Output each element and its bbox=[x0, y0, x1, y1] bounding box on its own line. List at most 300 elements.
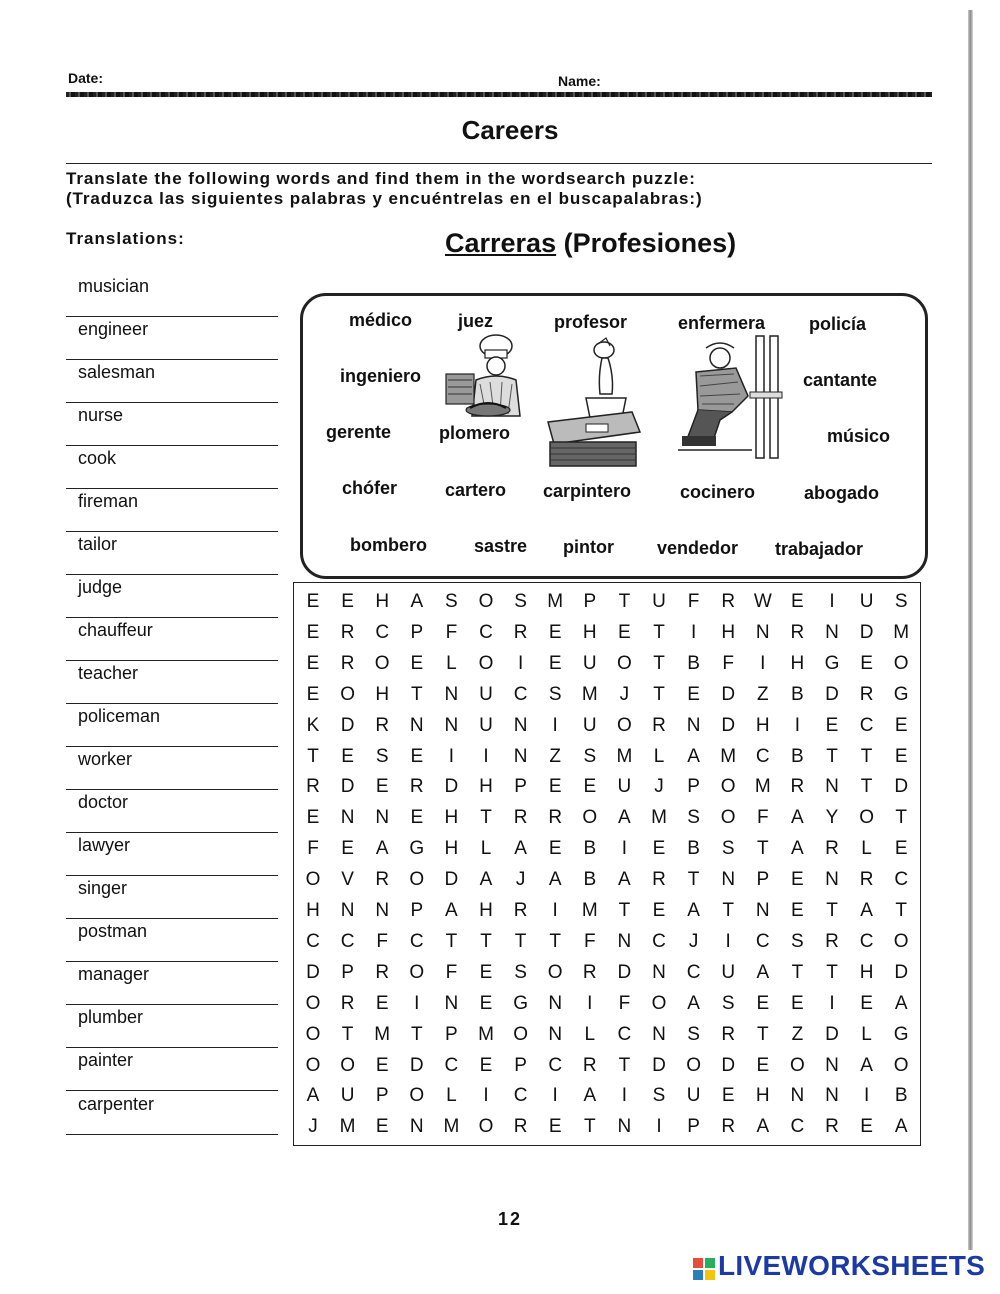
wordsearch-letter[interactable]: A bbox=[548, 869, 562, 891]
wordsearch-letter[interactable]: I bbox=[863, 1085, 870, 1107]
wordsearch-letter[interactable]: T bbox=[341, 1023, 354, 1045]
wordsearch-letter[interactable]: D bbox=[617, 961, 632, 983]
wordsearch-letter[interactable]: C bbox=[894, 869, 909, 891]
wordsearch-letter[interactable]: P bbox=[410, 900, 424, 921]
wordsearch-letter[interactable]: E bbox=[894, 745, 908, 767]
wordsearch-letter[interactable]: J bbox=[688, 930, 699, 952]
wordsearch-letter[interactable]: I bbox=[656, 1116, 662, 1138]
wordsearch-letter[interactable]: O bbox=[478, 652, 494, 674]
wordsearch-letter[interactable]: S bbox=[687, 807, 700, 829]
wordsearch-letter[interactable]: M bbox=[651, 807, 667, 829]
wordsearch-letter[interactable]: I bbox=[690, 621, 697, 643]
wordsearch-letter[interactable]: N bbox=[755, 900, 770, 921]
wordsearch-letter[interactable]: K bbox=[306, 714, 320, 736]
wordsearch-letter[interactable]: U bbox=[582, 714, 597, 736]
wordsearch-letter[interactable]: E bbox=[548, 1116, 562, 1138]
wordsearch-letter[interactable]: T bbox=[618, 591, 631, 612]
wordsearch-letter[interactable]: C bbox=[409, 930, 424, 952]
wordsearch-letter[interactable]: C bbox=[548, 1054, 563, 1076]
wordsearch-letter[interactable]: D bbox=[340, 776, 355, 798]
wordsearch-letter[interactable]: E bbox=[375, 1116, 389, 1138]
wordsearch-letter[interactable]: A bbox=[514, 838, 527, 860]
wordsearch-letter[interactable]: P bbox=[375, 1085, 389, 1107]
wordsearch-letter[interactable]: C bbox=[513, 683, 528, 705]
wordsearch-letter[interactable]: E bbox=[341, 838, 354, 860]
translation-answer-line[interactable] bbox=[66, 961, 278, 962]
wordsearch-letter[interactable]: T bbox=[687, 869, 700, 891]
wordsearch-letter[interactable]: N bbox=[825, 1085, 839, 1107]
wordsearch-letter[interactable]: E bbox=[479, 992, 493, 1014]
wordsearch-letter[interactable]: E bbox=[306, 807, 320, 829]
wordsearch-letter[interactable]: O bbox=[340, 683, 355, 705]
wordsearch-letter[interactable]: P bbox=[756, 869, 770, 891]
wordsearch-letter[interactable]: R bbox=[340, 992, 355, 1014]
wordsearch-letter[interactable]: T bbox=[549, 930, 561, 952]
translation-answer-line[interactable] bbox=[66, 918, 278, 919]
wordsearch-letter[interactable]: S bbox=[791, 930, 804, 952]
wordsearch-letter[interactable]: P bbox=[583, 591, 597, 612]
wordsearch-letter[interactable]: A bbox=[894, 992, 908, 1014]
translation-answer-line[interactable] bbox=[66, 359, 278, 360]
wordsearch-letter[interactable]: C bbox=[859, 714, 874, 736]
wordsearch-letter[interactable]: I bbox=[552, 900, 558, 921]
wordsearch-letter[interactable]: R bbox=[513, 900, 528, 921]
wordsearch-letter[interactable]: S bbox=[514, 591, 527, 612]
wordsearch-letter[interactable]: L bbox=[653, 745, 665, 767]
wordsearch-letter[interactable]: N bbox=[409, 1116, 424, 1138]
wordsearch-letter[interactable]: E bbox=[410, 745, 424, 767]
translation-answer-line[interactable] bbox=[66, 1090, 278, 1091]
wordsearch-letter[interactable]: T bbox=[480, 930, 492, 952]
wordsearch-letter[interactable]: D bbox=[721, 1054, 736, 1076]
wordsearch-letter[interactable]: R bbox=[721, 1023, 736, 1045]
wordsearch-letter[interactable]: M bbox=[478, 1023, 494, 1045]
translation-answer-line[interactable] bbox=[66, 746, 278, 747]
wordsearch-letter[interactable]: F bbox=[756, 807, 769, 829]
wordsearch-letter[interactable]: O bbox=[513, 1023, 528, 1045]
wordsearch-letter[interactable]: T bbox=[618, 900, 631, 921]
wordsearch-letter[interactable]: R bbox=[721, 1116, 736, 1138]
wordsearch-letter[interactable]: D bbox=[825, 1023, 839, 1045]
wordsearch-letter[interactable]: C bbox=[686, 961, 701, 983]
wordsearch-letter[interactable]: O bbox=[686, 1054, 701, 1076]
wordsearch-letter[interactable]: H bbox=[755, 1085, 770, 1107]
wordsearch-letter[interactable]: A bbox=[756, 961, 770, 983]
wordsearch-letter[interactable]: M bbox=[547, 591, 564, 612]
wordsearch-letter[interactable]: I bbox=[621, 1085, 628, 1107]
wordsearch-letter[interactable]: E bbox=[375, 992, 389, 1014]
wordsearch-letter[interactable]: R bbox=[513, 1116, 528, 1138]
wordsearch-letter[interactable]: N bbox=[825, 1054, 839, 1076]
wordsearch-letter[interactable]: R bbox=[825, 930, 839, 952]
wordsearch-letter[interactable]: A bbox=[791, 838, 804, 860]
wordsearch-letter[interactable]: E bbox=[410, 652, 424, 674]
wordsearch-letter[interactable]: G bbox=[513, 992, 528, 1014]
wordsearch-letter[interactable]: E bbox=[791, 992, 804, 1014]
wordsearch-letter[interactable]: A bbox=[860, 900, 873, 921]
wordsearch-letter[interactable]: N bbox=[375, 900, 390, 921]
wordsearch-letter[interactable]: V bbox=[341, 869, 354, 891]
wordsearch-letter[interactable]: D bbox=[894, 961, 909, 983]
translation-answer-line[interactable] bbox=[66, 875, 278, 876]
wordsearch-letter[interactable]: E bbox=[479, 1054, 493, 1076]
wordsearch-letter[interactable]: O bbox=[617, 714, 632, 736]
wordsearch-letter[interactable]: P bbox=[687, 776, 700, 798]
wordsearch-letter[interactable]: S bbox=[721, 838, 735, 860]
wordsearch-letter[interactable]: E bbox=[410, 807, 424, 829]
wordsearch-letter[interactable]: F bbox=[618, 992, 631, 1014]
wordsearch-letter[interactable]: E bbox=[721, 1085, 735, 1107]
translation-answer-line[interactable] bbox=[66, 316, 278, 317]
wordsearch-letter[interactable]: Z bbox=[549, 745, 561, 767]
wordsearch-letter[interactable]: E bbox=[548, 621, 562, 643]
wordsearch-letter[interactable]: S bbox=[514, 961, 527, 983]
wordsearch-letter[interactable]: O bbox=[409, 1085, 425, 1107]
wordsearch-letter[interactable]: I bbox=[725, 930, 731, 952]
wordsearch-letter[interactable]: O bbox=[651, 992, 667, 1014]
wordsearch-letter[interactable]: N bbox=[340, 807, 355, 829]
wordsearch-letter[interactable]: A bbox=[756, 1116, 770, 1138]
wordsearch-letter[interactable]: T bbox=[653, 683, 665, 705]
translation-answer-line[interactable] bbox=[66, 402, 278, 403]
wordsearch-letter[interactable]: O bbox=[305, 869, 321, 891]
wordsearch-letter[interactable]: A bbox=[791, 807, 804, 829]
wordsearch-letter[interactable]: N bbox=[825, 776, 839, 798]
wordsearch-letter[interactable]: R bbox=[513, 807, 528, 829]
wordsearch-letter[interactable]: D bbox=[652, 1054, 666, 1076]
wordsearch-letter[interactable]: O bbox=[478, 591, 494, 612]
wordsearch-letter[interactable]: S bbox=[894, 591, 908, 612]
translation-answer-line[interactable] bbox=[66, 832, 278, 833]
wordsearch-letter[interactable]: O bbox=[340, 1054, 355, 1076]
translation-answer-line[interactable] bbox=[66, 1047, 278, 1048]
wordsearch-letter[interactable]: T bbox=[756, 1023, 769, 1045]
wordsearch-letter[interactable]: E bbox=[306, 591, 320, 612]
wordsearch-letter[interactable]: N bbox=[548, 1023, 563, 1045]
wordsearch-letter[interactable]: A bbox=[583, 1085, 597, 1107]
wordsearch-letter[interactable]: M bbox=[581, 683, 598, 705]
wordsearch-letter[interactable]: H bbox=[375, 683, 390, 705]
wordsearch-letter[interactable]: O bbox=[305, 1054, 321, 1076]
wordsearch-letter[interactable]: F bbox=[307, 838, 319, 860]
wordsearch-letter[interactable]: P bbox=[341, 961, 354, 983]
wordsearch-letter[interactable]: T bbox=[826, 900, 838, 921]
wordsearch-letter[interactable]: N bbox=[617, 1116, 632, 1138]
wordsearch-letter[interactable]: E bbox=[791, 869, 804, 891]
wordsearch-letter[interactable]: C bbox=[790, 1116, 805, 1138]
wordsearch-letter[interactable]: I bbox=[483, 1085, 489, 1107]
wordsearch-letter[interactable]: D bbox=[340, 714, 355, 736]
wordsearch-letter[interactable]: B bbox=[894, 1085, 908, 1107]
wordsearch-letter[interactable]: M bbox=[374, 1023, 391, 1045]
wordsearch-letter[interactable]: C bbox=[755, 745, 770, 767]
wordsearch-letter[interactable]: R bbox=[582, 1054, 597, 1076]
wordsearch-letter[interactable]: R bbox=[409, 776, 424, 798]
wordsearch-letter[interactable]: N bbox=[825, 869, 839, 891]
wordsearch-letter[interactable]: N bbox=[686, 714, 701, 736]
wordsearch-letter[interactable]: L bbox=[861, 1023, 872, 1045]
wordsearch-letter[interactable]: H bbox=[479, 776, 493, 798]
wordsearch-letter[interactable]: T bbox=[583, 1116, 596, 1138]
wordsearch-letter[interactable]: E bbox=[479, 961, 493, 983]
wordsearch-letter[interactable]: N bbox=[375, 807, 390, 829]
wordsearch-letter[interactable]: H bbox=[721, 621, 736, 643]
wordsearch-letter[interactable]: D bbox=[444, 776, 459, 798]
wordsearch-letter[interactable]: C bbox=[513, 1085, 528, 1107]
wordsearch-letter[interactable]: Z bbox=[791, 1023, 804, 1045]
translation-answer-line[interactable] bbox=[66, 445, 278, 446]
translation-answer-line[interactable] bbox=[66, 574, 278, 575]
wordsearch-letter[interactable]: T bbox=[514, 930, 527, 952]
wordsearch-letter[interactable]: O bbox=[409, 961, 425, 983]
wordsearch-letter[interactable]: N bbox=[444, 992, 459, 1014]
wordsearch-letter[interactable]: N bbox=[409, 714, 424, 736]
wordsearch-letter[interactable]: B bbox=[687, 652, 700, 674]
wordsearch-letter[interactable]: J bbox=[515, 869, 526, 891]
wordsearch-letter[interactable]: D bbox=[825, 683, 839, 705]
wordsearch-letter[interactable]: F bbox=[583, 930, 596, 952]
wordsearch-letter[interactable]: G bbox=[824, 652, 840, 674]
wordsearch-letter[interactable]: O bbox=[617, 652, 632, 674]
wordsearch-letter[interactable]: E bbox=[618, 621, 631, 643]
wordsearch-letter[interactable]: O bbox=[305, 1023, 321, 1045]
wordsearch-letter[interactable]: N bbox=[617, 930, 632, 952]
wordsearch-letter[interactable]: M bbox=[443, 1116, 460, 1138]
wordsearch-letter[interactable]: C bbox=[652, 930, 666, 952]
wordsearch-letter[interactable]: C bbox=[306, 930, 320, 952]
wordsearch-letter[interactable]: U bbox=[340, 1085, 355, 1107]
wordsearch-letter[interactable]: T bbox=[618, 1054, 631, 1076]
wordsearch-letter[interactable]: D bbox=[894, 776, 909, 798]
wordsearch-letter[interactable]: A bbox=[410, 591, 424, 612]
wordsearch-letter[interactable]: H bbox=[306, 900, 320, 921]
wordsearch-letter[interactable]: O bbox=[893, 1054, 909, 1076]
wordsearch-letter[interactable]: R bbox=[721, 591, 736, 612]
wordsearch-letter[interactable]: E bbox=[756, 1054, 770, 1076]
wordsearch-letter[interactable]: O bbox=[374, 652, 390, 674]
wordsearch-letter[interactable]: E bbox=[375, 1054, 389, 1076]
wordsearch-letter[interactable]: H bbox=[444, 807, 459, 829]
wordsearch-letter[interactable]: H bbox=[375, 591, 390, 612]
wordsearch-letter[interactable]: I bbox=[448, 745, 455, 767]
wordsearch-letter[interactable]: I bbox=[794, 714, 801, 736]
wordsearch-letter[interactable]: U bbox=[479, 683, 493, 705]
wordsearch-letter[interactable]: R bbox=[548, 807, 563, 829]
wordsearch-letter[interactable]: O bbox=[859, 807, 874, 829]
wordsearch-letter[interactable]: A bbox=[375, 838, 389, 860]
wordsearch-letter[interactable]: N bbox=[652, 961, 666, 983]
wordsearch-letter[interactable]: E bbox=[791, 591, 804, 612]
wordsearch-letter[interactable]: G bbox=[893, 683, 909, 705]
wordsearch-letter[interactable]: N bbox=[755, 621, 770, 643]
wordsearch-letter[interactable]: E bbox=[791, 900, 804, 921]
wordsearch-letter[interactable]: F bbox=[445, 961, 458, 983]
wordsearch-letter[interactable]: R bbox=[790, 621, 805, 643]
wordsearch-letter[interactable]: T bbox=[895, 807, 907, 829]
wordsearch-letter[interactable]: T bbox=[410, 683, 423, 705]
wordsearch-letter[interactable]: H bbox=[444, 838, 459, 860]
wordsearch-letter[interactable]: I bbox=[552, 714, 558, 736]
wordsearch-letter[interactable]: R bbox=[306, 776, 320, 798]
wordsearch-letter[interactable]: T bbox=[895, 900, 907, 921]
translation-answer-line[interactable] bbox=[66, 703, 278, 704]
wordsearch-letter[interactable]: Y bbox=[825, 807, 839, 829]
wordsearch-letter[interactable]: D bbox=[721, 714, 736, 736]
wordsearch-letter[interactable]: O bbox=[893, 930, 909, 952]
wordsearch-letter[interactable]: N bbox=[790, 1085, 805, 1107]
wordsearch-letter[interactable]: N bbox=[721, 869, 736, 891]
wordsearch-letter[interactable]: R bbox=[582, 961, 597, 983]
wordsearch-letter[interactable]: R bbox=[340, 621, 355, 643]
wordsearch-letter[interactable]: O bbox=[893, 652, 909, 674]
wordsearch-letter[interactable]: E bbox=[894, 838, 908, 860]
wordsearch-letter[interactable]: R bbox=[825, 838, 839, 860]
wordsearch-letter[interactable]: E bbox=[860, 1116, 873, 1138]
wordsearch-letter[interactable]: N bbox=[548, 992, 563, 1014]
wordsearch-letter[interactable]: D bbox=[444, 869, 459, 891]
wordsearch-letter[interactable]: M bbox=[339, 1116, 356, 1138]
wordsearch-letter[interactable]: N bbox=[340, 900, 355, 921]
wordsearch-letter[interactable]: D bbox=[721, 683, 736, 705]
wordsearch-letter[interactable]: H bbox=[859, 961, 874, 983]
wordsearch-letter[interactable]: B bbox=[583, 838, 597, 860]
wordsearch-letter[interactable]: I bbox=[829, 992, 835, 1014]
translation-answer-line[interactable] bbox=[66, 660, 278, 661]
wordsearch-letter[interactable]: T bbox=[756, 838, 769, 860]
wordsearch-letter[interactable]: E bbox=[306, 652, 320, 674]
wordsearch-letter[interactable]: M bbox=[893, 621, 910, 643]
wordsearch-letter[interactable]: N bbox=[513, 714, 528, 736]
wordsearch-letter[interactable]: E bbox=[652, 838, 666, 860]
wordsearch-letter[interactable]: R bbox=[652, 869, 666, 891]
wordsearch-letter[interactable]: C bbox=[444, 1054, 459, 1076]
wordsearch-letter[interactable]: C bbox=[617, 1023, 632, 1045]
wordsearch-letter[interactable]: J bbox=[619, 683, 630, 705]
wordsearch-letter[interactable]: S bbox=[687, 1023, 700, 1045]
wordsearch-letter[interactable]: C bbox=[340, 930, 355, 952]
wordsearch-letter[interactable]: N bbox=[444, 683, 459, 705]
wordsearch-letter[interactable]: C bbox=[375, 621, 390, 643]
wordsearch-letter[interactable]: R bbox=[340, 652, 355, 674]
wordsearch-letter[interactable]: U bbox=[582, 652, 597, 674]
wordsearch-letter[interactable]: T bbox=[791, 961, 804, 983]
wordsearch-letter[interactable]: J bbox=[308, 1116, 318, 1138]
translation-answer-line[interactable] bbox=[66, 1134, 278, 1135]
wordsearch-letter[interactable]: P bbox=[514, 776, 527, 798]
wordsearch-letter[interactable]: E bbox=[756, 992, 770, 1014]
wordsearch-letter[interactable]: P bbox=[410, 621, 424, 643]
wordsearch-letter[interactable]: F bbox=[722, 652, 734, 674]
wordsearch-letter[interactable]: O bbox=[582, 807, 598, 829]
wordsearch-letter[interactable]: R bbox=[652, 714, 666, 736]
wordsearch-letter[interactable]: E bbox=[825, 714, 839, 736]
wordsearch-letter[interactable]: N bbox=[513, 745, 528, 767]
wordsearch-letter[interactable]: L bbox=[446, 1085, 457, 1107]
wordsearch-letter[interactable]: U bbox=[652, 591, 666, 612]
wordsearch-letter[interactable]: C bbox=[859, 930, 874, 952]
wordsearch-letter[interactable]: S bbox=[652, 1085, 666, 1107]
wordsearch-letter[interactable]: T bbox=[826, 745, 838, 767]
wordsearch-letter[interactable]: T bbox=[480, 807, 492, 829]
wordsearch-letter[interactable]: R bbox=[859, 869, 874, 891]
wordsearch-letter[interactable]: J bbox=[654, 776, 664, 798]
wordsearch-letter[interactable]: N bbox=[652, 1023, 666, 1045]
wordsearch-letter[interactable]: O bbox=[720, 807, 736, 829]
wordsearch-letter[interactable]: E bbox=[687, 683, 700, 705]
wordsearch-letter[interactable]: N bbox=[825, 621, 839, 643]
wordsearch-letter[interactable]: P bbox=[514, 1054, 527, 1076]
wordsearch-letter[interactable]: I bbox=[587, 992, 593, 1014]
wordsearch-letter[interactable]: H bbox=[479, 900, 493, 921]
wordsearch-letter[interactable]: U bbox=[721, 961, 736, 983]
wordsearch-letter[interactable]: E bbox=[652, 900, 666, 921]
wordsearch-letter[interactable]: U bbox=[859, 591, 874, 612]
wordsearch-letter[interactable]: R bbox=[513, 621, 528, 643]
wordsearch-letter[interactable]: U bbox=[479, 714, 493, 736]
wordsearch-letter[interactable]: L bbox=[480, 838, 492, 860]
wordsearch-letter[interactable]: I bbox=[552, 1085, 558, 1107]
wordsearch-letter[interactable]: E bbox=[341, 745, 354, 767]
wordsearch-letter[interactable]: T bbox=[653, 652, 665, 674]
wordsearch-letter[interactable]: T bbox=[307, 745, 319, 767]
wordsearch-letter[interactable]: G bbox=[893, 1023, 909, 1045]
wordsearch-letter[interactable]: T bbox=[860, 745, 873, 767]
wordsearch-letter[interactable]: R bbox=[790, 776, 805, 798]
wordsearch-letter[interactable]: E bbox=[894, 714, 908, 736]
wordsearch-letter[interactable]: T bbox=[653, 621, 665, 643]
wordsearch-letter[interactable]: E bbox=[860, 992, 873, 1014]
wordsearch-letter[interactable]: H bbox=[790, 652, 805, 674]
wordsearch-letter[interactable]: A bbox=[479, 869, 493, 891]
wordsearch-letter[interactable]: E bbox=[548, 776, 562, 798]
wordsearch-letter[interactable]: E bbox=[375, 776, 389, 798]
wordsearch-letter[interactable]: O bbox=[305, 992, 321, 1014]
translation-answer-line[interactable] bbox=[66, 617, 278, 618]
wordsearch-letter[interactable]: M bbox=[720, 745, 737, 767]
wordsearch-letter[interactable]: A bbox=[687, 745, 700, 767]
wordsearch-letter[interactable]: S bbox=[375, 745, 389, 767]
wordsearch-letter[interactable]: H bbox=[582, 621, 597, 643]
wordsearch-letter[interactable]: T bbox=[722, 900, 734, 921]
wordsearch-letter[interactable]: F bbox=[376, 930, 388, 952]
wordsearch-letter[interactable]: A bbox=[618, 869, 631, 891]
wordsearch-letter[interactable]: P bbox=[687, 1116, 700, 1138]
wordsearch-letter[interactable]: B bbox=[687, 838, 700, 860]
wordsearch-letter[interactable]: U bbox=[686, 1085, 701, 1107]
wordsearch-letter[interactable]: I bbox=[517, 652, 524, 674]
wordsearch-letter[interactable]: O bbox=[720, 776, 736, 798]
wordsearch-letter[interactable]: I bbox=[760, 652, 766, 674]
wordsearch-letter[interactable]: O bbox=[790, 1054, 805, 1076]
wordsearch-letter[interactable]: O bbox=[547, 961, 563, 983]
wordsearch-letter[interactable]: C bbox=[755, 930, 770, 952]
wordsearch-letter[interactable]: T bbox=[826, 961, 838, 983]
wordsearch-letter[interactable]: A bbox=[894, 1116, 908, 1138]
wordsearch-letter[interactable]: R bbox=[825, 1116, 839, 1138]
wordsearch-letter[interactable]: R bbox=[375, 869, 390, 891]
wordsearch-letter[interactable]: E bbox=[341, 591, 354, 612]
wordsearch-letter[interactable]: E bbox=[583, 776, 597, 798]
wordsearch-letter[interactable]: G bbox=[409, 838, 425, 860]
wordsearch-letter[interactable]: R bbox=[375, 961, 390, 983]
wordsearch-letter[interactable]: M bbox=[581, 900, 598, 921]
wordsearch-letter[interactable]: L bbox=[584, 1023, 596, 1045]
wordsearch-letter[interactable]: A bbox=[306, 1085, 320, 1107]
wordsearch-letter[interactable]: I bbox=[829, 591, 835, 612]
wordsearch-letter[interactable]: E bbox=[306, 683, 320, 705]
wordsearch-letter[interactable]: H bbox=[755, 714, 770, 736]
wordsearch-letter[interactable]: S bbox=[445, 591, 458, 612]
